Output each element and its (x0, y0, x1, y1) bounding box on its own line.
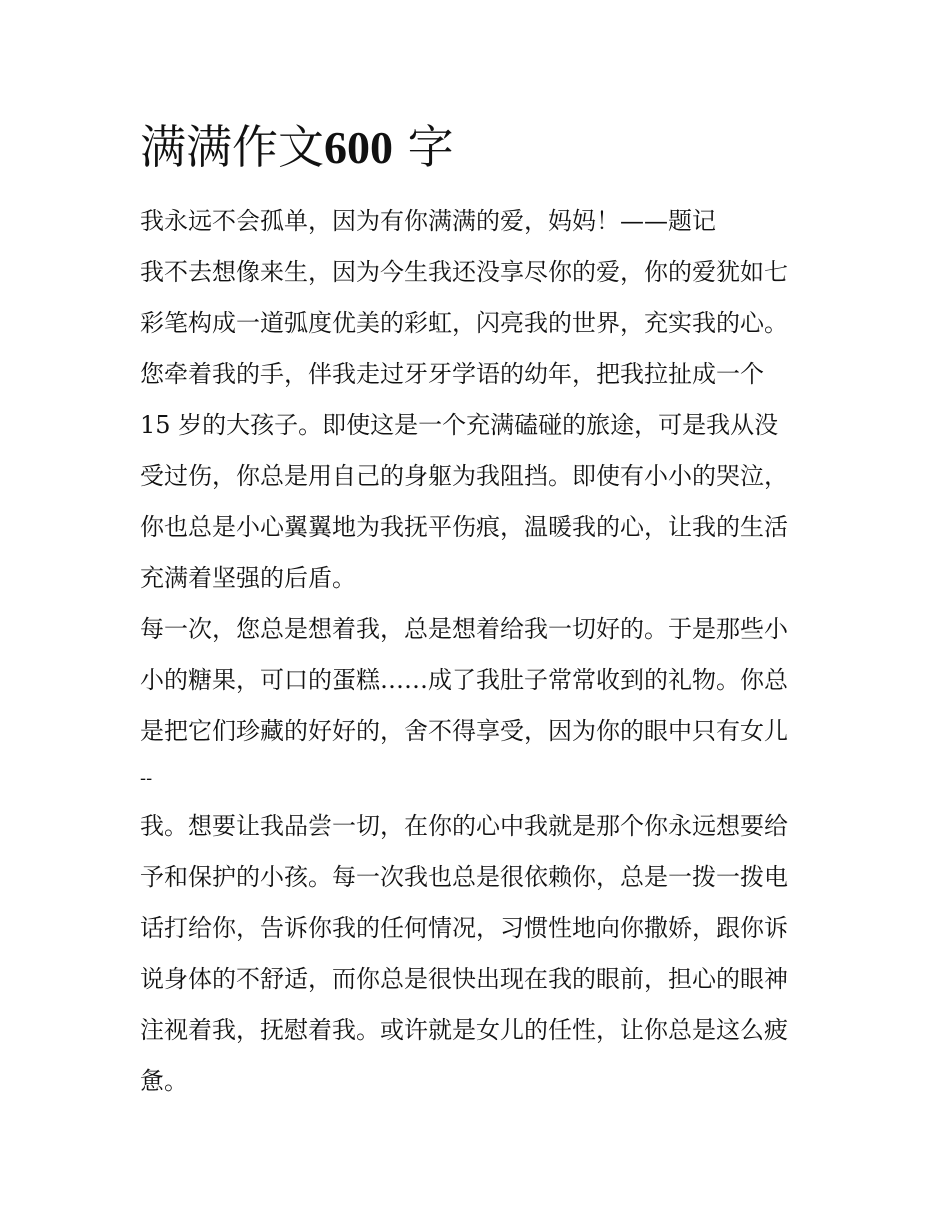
epigraph-line: 我永远不会孤单，因为有你满满的爱，妈妈！——题记 (140, 207, 716, 235)
body-line: 是把它们珍藏的好好的，舍不得享受，因为你的眼中只有女儿 (140, 717, 788, 745)
body-line: 惫。 (140, 1067, 188, 1095)
body-line: 我。想要让我品尝一切，在你的心中我就是那个你永远想要给 (140, 812, 788, 840)
title-suffix: 字 (407, 120, 454, 174)
title-number: 600 (324, 122, 393, 173)
body-line: 受过伤，你总是用自己的身躯为我阻挡。即使有小小的哭泣， (140, 462, 788, 490)
body-line: 小的糖果，可口的蛋糕……成了我肚子常常收到的礼物。你总 (140, 666, 788, 694)
document-body (140, 196, 820, 1107)
body-line: 充满着坚强的后盾。 (140, 564, 356, 592)
body-line: 注视着我，抚慰着我。或许就是女儿的任性，让你总是这么疲 (140, 1016, 788, 1044)
title-text: 满满作文 (140, 120, 324, 174)
body-line: 你也总是小心翼翼地为我抚平伤痕，温暖我的心，让我的生活 (140, 513, 788, 541)
dash-line: -- (140, 768, 153, 789)
body-line: 予和保护的小孩。每一次我也总是很依赖你，总是一拨一拨电 (140, 863, 788, 891)
body-line: 说身体的不舒适，而你总是很快出现在我的眼前，担心的眼神 (140, 965, 788, 993)
document-title (140, 112, 454, 183)
body-line: 彩笔构成一道弧度优美的彩虹，闪亮我的世界，充实我的心。 (140, 309, 788, 337)
body-line: 话打给你，告诉你我的任何情况，习惯性地向你撒娇，跟你诉 (140, 914, 788, 942)
body-line: 您牵着我的手，伴我走过牙牙学语的幼年，把我拉扯成一个 (140, 360, 764, 388)
body-line: 每一次，您总是想着我，总是想着给我一切好的。于是那些小 (140, 615, 788, 643)
body-line: 15 岁的大孩子。即使这是一个充满磕碰的旅途，可是我从没 (140, 411, 779, 439)
body-line: 我不去想像来生，因为今生我还没享尽你的爱，你的爱犹如七 (140, 258, 788, 286)
